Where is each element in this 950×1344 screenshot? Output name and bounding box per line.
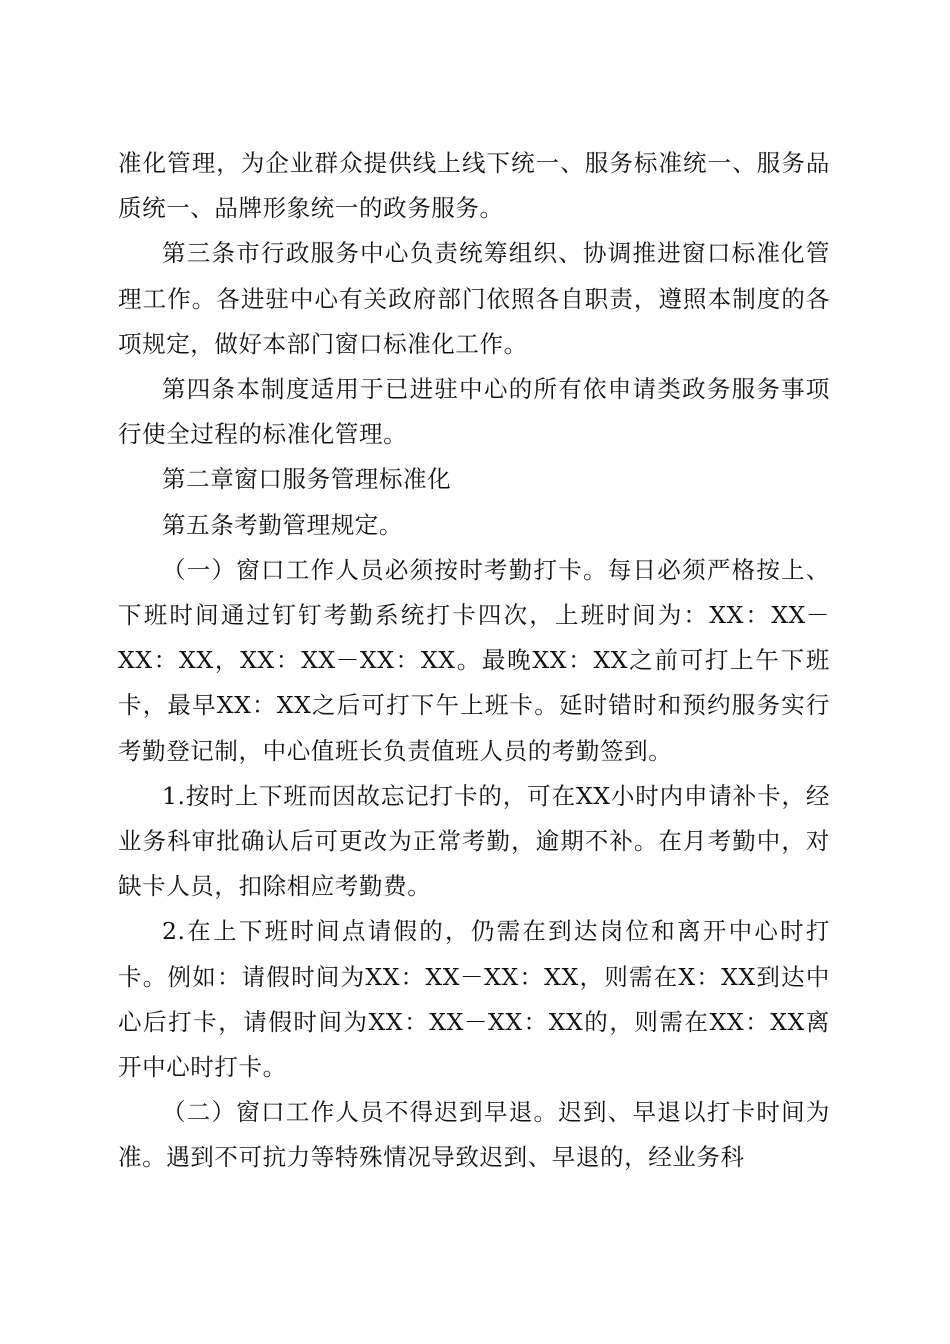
paragraph-item-1: （一）窗口工作人员必须按时考勤打卡。每日必须严格按上、下班时间通过钉钉考勤系统打卡四次，上班时间为：XX：XX－XX：XX，XX：XX－XX：XX。最晚XX：XX之前可打上午下班卡，最早XX：XX之后可打下午上班卡。延时错时和预约服务实行考勤登记制，中心值班长负责值班人员的考勤签到。 bbox=[118, 555, 830, 765]
document-body bbox=[118, 141, 830, 1181]
paragraph-article-3: 第三条市行政服务中心负责统筹组织、协调推进窗口标准化管理工作。各进驻中心有关政府部门依照各自职责，遵照本制度的各项规定，做好本部门窗口标准化工作。 bbox=[118, 239, 830, 358]
paragraph-item-2: （二）窗口工作人员不得迟到早退。迟到、早退以打卡时间为准。遇到不可抗力等特殊情况导致迟到、早退的，经业务科 bbox=[118, 1098, 830, 1172]
paragraph-subitem-2: 2.在上下班时间点请假的，仍需在到达岗位和离开中心时打卡。例如：请假时间为XX：XX－XX：XX，则需在X：XX到达中心后打卡，请假时间为XX：XX－XX：XX的，则需在XX：XX离开中心时打卡。 bbox=[118, 917, 830, 1082]
chapter-heading: 第二章窗口服务管理标准化 bbox=[162, 465, 452, 494]
paragraph-subitem-1: 1.按时上下班而因故忘记打卡的，可在XX小时内申请补卡，经业务科审批确认后可更改为正常考勤，逾期不补。在月考勤中，对缺卡人员，扣除相应考勤费。 bbox=[118, 781, 830, 901]
paragraph-article-5: 第五条考勤管理规定。 bbox=[162, 510, 403, 539]
paragraph-continuation: 准化管理，为企业群众提供线上线下统一、服务标准统一、服务品质统一、品牌形象统一的政务服务。 bbox=[118, 149, 830, 223]
paragraph-article-4: 第四条本制度适用于已进驻中心的所有依申请类政务服务事项行使全过程的标准化管理。 bbox=[118, 375, 830, 449]
